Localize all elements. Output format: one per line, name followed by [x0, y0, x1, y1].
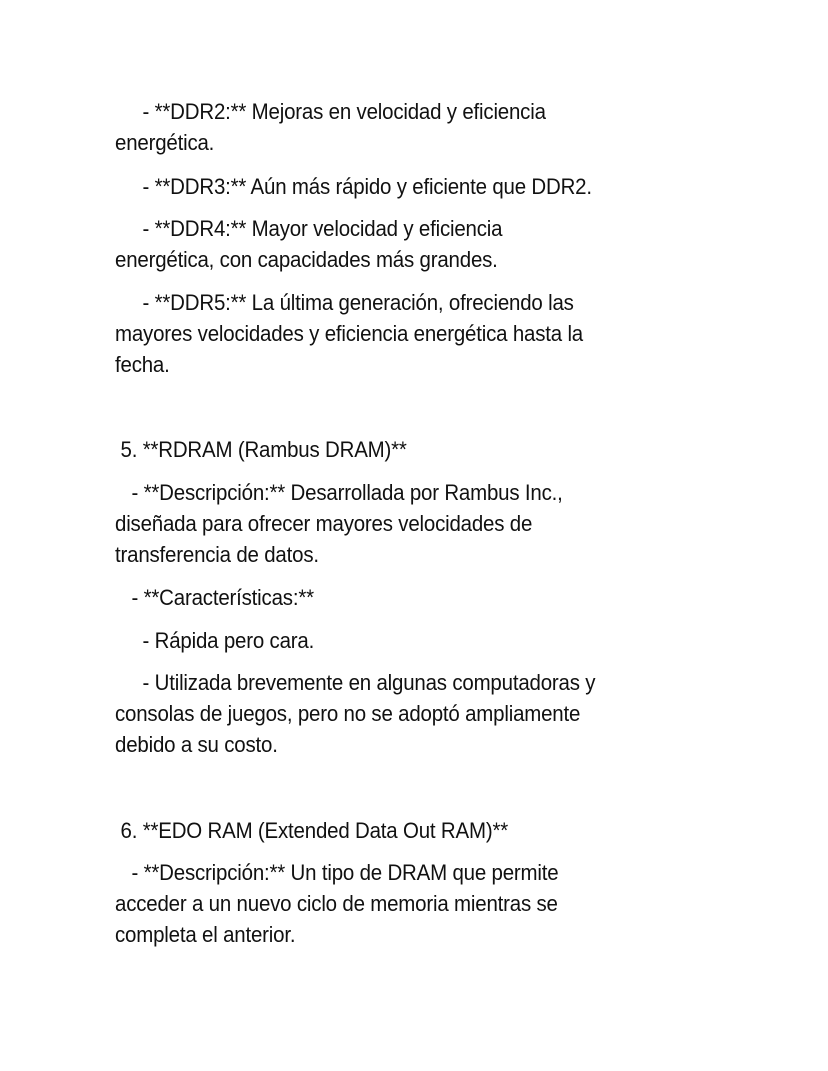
edo-ram-description-continued: completa el anterior.: [115, 922, 296, 947]
ddr3-item: - **DDR3:** Aún más rápido y eficiente que DDR2.: [115, 174, 592, 199]
rdram-description-continued: transferencia de datos.: [115, 542, 319, 567]
rdram-feature-item-continued: consolas de juegos, pero no se adoptó ampliamente: [115, 701, 581, 726]
ddr2-item-continued: energética.: [115, 130, 215, 155]
ddr4-item-continued: energética, con capacidades más grandes.: [115, 247, 498, 272]
ddr5-item: - **DDR5:** La última generación, ofreciendo las: [115, 290, 574, 315]
rdram-feature-item: - Utilizada brevemente en algunas computadoras y: [115, 670, 596, 695]
ddr5-item-continued: fecha.: [115, 352, 170, 377]
rdram-description: - **Descripción:** Desarrollada por Rambus Inc.,: [115, 480, 563, 505]
edo-ram-heading: 6. **EDO RAM (Extended Data Out RAM)**: [115, 818, 508, 843]
rdram-heading: 5. **RDRAM (Rambus DRAM)**: [115, 437, 407, 462]
edo-ram-description-continued: acceder a un nuevo ciclo de memoria mientras se: [115, 891, 558, 916]
rdram-feature-item-continued: debido a su costo.: [115, 732, 278, 757]
ddr4-item: - **DDR4:** Mayor velocidad y eficiencia: [115, 216, 503, 241]
ddr5-item-continued: mayores velocidades y eficiencia energética hasta la: [115, 321, 583, 346]
rdram-feature-item: - Rápida pero cara.: [115, 628, 315, 653]
rdram-description-continued: diseñada para ofrecer mayores velocidades de: [115, 511, 533, 536]
ddr2-item: - **DDR2:** Mejoras en velocidad y eficiencia: [115, 99, 546, 124]
edo-ram-description: - **Descripción:** Un tipo de DRAM que permite: [115, 860, 559, 885]
rdram-features-label: - **Características:**: [115, 585, 314, 610]
